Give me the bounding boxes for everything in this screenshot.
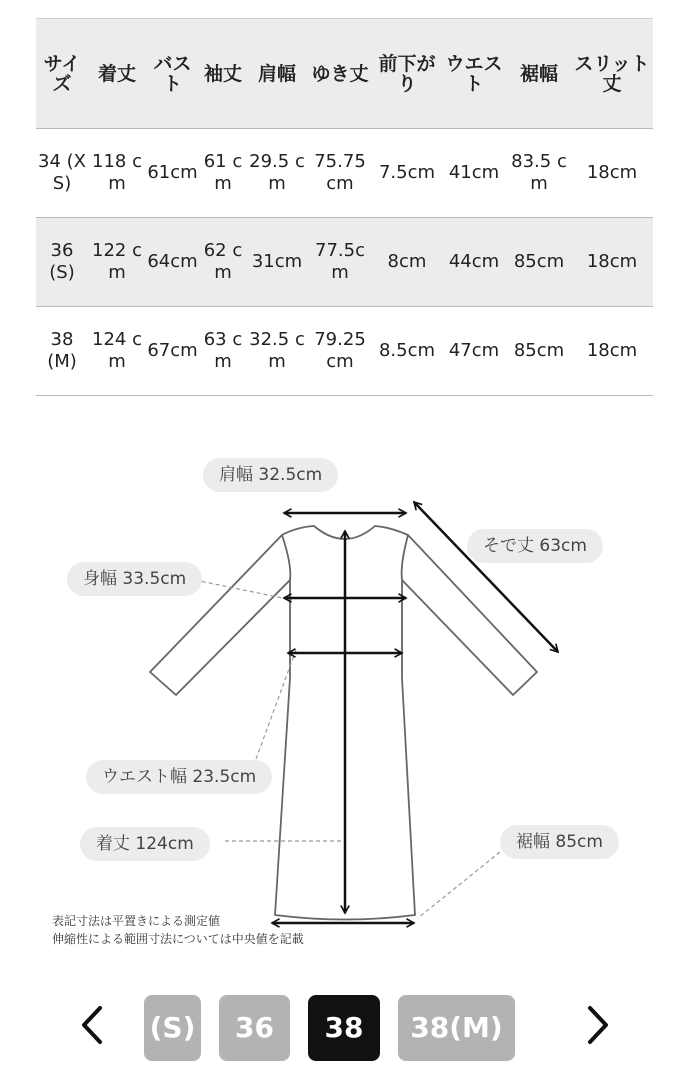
- header-hem: 裾幅: [507, 19, 571, 129]
- header-slit: スリット丈: [571, 19, 653, 129]
- table-cell: 122 cm: [88, 218, 146, 307]
- table-cell: 83.5 cm: [507, 129, 571, 218]
- prev-size-button[interactable]: [72, 1002, 112, 1048]
- table-cell: 7.5cm: [373, 129, 441, 218]
- table-cell: 34 (XS): [36, 129, 88, 218]
- table-cell: 77.5cm: [307, 218, 373, 307]
- sleeve-label: そで丈 63cm: [467, 529, 603, 563]
- table-cell: 18cm: [571, 218, 653, 307]
- dress-illustration: [0, 440, 688, 960]
- measurement-note-1: 表記寸法は平置きによる測定値: [52, 914, 221, 928]
- header-sleeve: 袖丈: [199, 19, 247, 129]
- table-cell: 29.5 cm: [247, 129, 307, 218]
- header-yuki: ゆき丈: [307, 19, 373, 129]
- shoulder-label: 肩幅 32.5cm: [203, 458, 338, 492]
- table-cell: 118 cm: [88, 129, 146, 218]
- measure-arrows: [272, 502, 558, 923]
- size-button-38[interactable]: 38: [308, 995, 380, 1061]
- table-cell: 124 cm: [88, 307, 146, 396]
- size-button-s[interactable]: (S): [144, 995, 201, 1061]
- size-button-36[interactable]: 36: [219, 995, 290, 1061]
- table-cell: 63 cm: [199, 307, 247, 396]
- chevron-right-icon: [578, 1002, 618, 1048]
- measurement-diagram: [0, 440, 688, 960]
- dress-outline: [150, 526, 537, 920]
- table-row: [36, 307, 653, 396]
- header-length: 着丈: [88, 19, 146, 129]
- header-bust: バスト: [146, 19, 199, 129]
- table-cell: 8cm: [373, 218, 441, 307]
- sleeve-arrow: [414, 502, 558, 652]
- table-cell: 31cm: [247, 218, 307, 307]
- size-selector: [0, 990, 688, 1060]
- length-label: 着丈 124cm: [80, 827, 210, 861]
- size-table: [36, 18, 653, 396]
- table-row: [36, 218, 653, 307]
- table-cell: 38 (M): [36, 307, 88, 396]
- table-cell: 47cm: [441, 307, 507, 396]
- table-cell: 18cm: [571, 129, 653, 218]
- table-cell: 18cm: [571, 307, 653, 396]
- body-width-label: 身幅 33.5cm: [67, 562, 202, 596]
- table-cell: 62 cm: [199, 218, 247, 307]
- table-header-row: [36, 19, 653, 129]
- hem-label: 裾幅 85cm: [500, 825, 619, 859]
- table-cell: 75.75 cm: [307, 129, 373, 218]
- table-row: [36, 129, 653, 218]
- table-cell: 41cm: [441, 129, 507, 218]
- table-cell: 64cm: [146, 218, 199, 307]
- table-cell: 8.5cm: [373, 307, 441, 396]
- header-waist: ウエスト: [441, 19, 507, 129]
- table-cell: 61cm: [146, 129, 199, 218]
- table-cell: 44cm: [441, 218, 507, 307]
- table-cell: 32.5 cm: [247, 307, 307, 396]
- next-size-button[interactable]: [578, 1002, 618, 1048]
- table-cell: 61 cm: [199, 129, 247, 218]
- table-cell: 79.25 cm: [307, 307, 373, 396]
- table-cell: 85cm: [507, 307, 571, 396]
- chevron-left-icon: [72, 1002, 112, 1048]
- header-size: サイズ: [36, 19, 88, 129]
- table-cell: 67cm: [146, 307, 199, 396]
- header-shoulder: 肩幅: [247, 19, 307, 129]
- header-front-drop: 前下がり: [373, 19, 441, 129]
- measurement-note-2: 伸縮性による範囲寸法については中央値を記載: [52, 932, 304, 946]
- table-cell: 36 (S): [36, 218, 88, 307]
- waist-label: ウエスト幅 23.5cm: [86, 760, 272, 794]
- table-cell: 85cm: [507, 218, 571, 307]
- size-button-38m[interactable]: 38(M): [398, 995, 515, 1061]
